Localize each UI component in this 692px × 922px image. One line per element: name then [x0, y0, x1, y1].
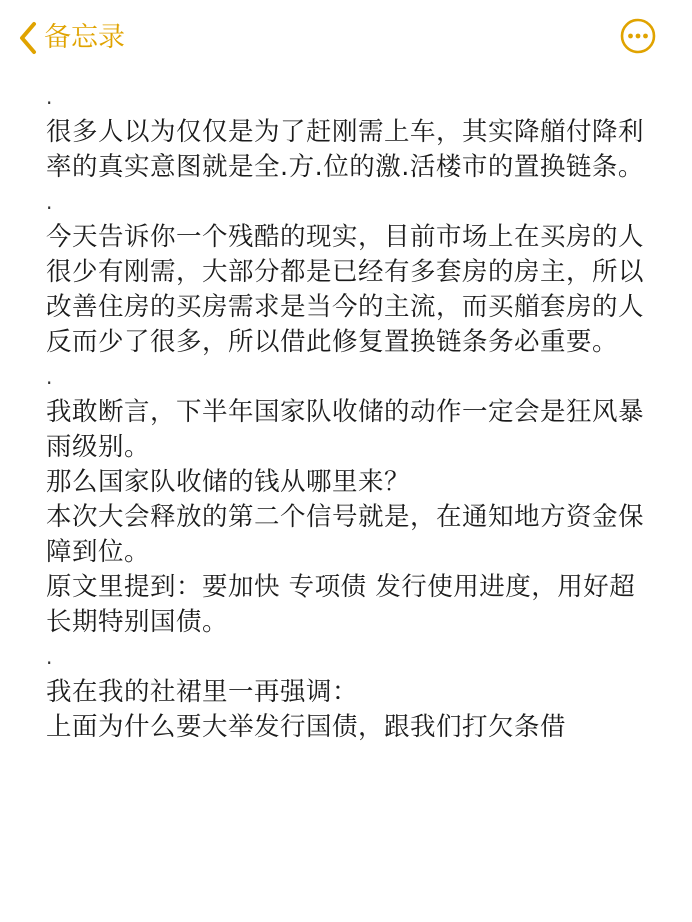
note-paragraph: 上面为什么要大举发行国债，跟我们打欠条借 [46, 712, 567, 742]
note-paragraph: 那么国家队收储的钱从哪里来？ [46, 467, 411, 497]
more-options-button[interactable] [620, 18, 656, 54]
note-paragraph: 今天告诉你一个残酷的现实，目前市场上在买房的人很少有刚需，大部分都是已经有多套房的房主，所以改善住房的买房需求是当今的主流，而买艏套房的人反而少了很多，所以借此修复置换链条务必重要。 [46, 222, 645, 357]
note-paragraph: 我敢断言，下半年国家队收储的动作一定会是狂风暴雨级别。 [46, 397, 645, 462]
separator-dot: . [46, 190, 53, 214]
separator-dot: . [46, 365, 53, 389]
separator-dot: . [46, 85, 53, 109]
chevron-left-icon [18, 21, 38, 55]
note-paragraph: 我在我的社裙里一再强调： [46, 677, 359, 707]
note-body[interactable] [46, 80, 646, 745]
navigation-bar [0, 0, 692, 78]
separator-dot: . [46, 645, 53, 669]
note-paragraph: 原文里提到：要加快 专项债 发行使用进度，用好超长期特别国债。 [46, 572, 636, 637]
ellipsis-circle-icon [620, 39, 656, 58]
back-button[interactable] [18, 18, 125, 58]
back-label: 备忘录 [44, 22, 125, 53]
note-paragraph: 本次大会释放的第二个信号就是，在通知地方资金保障到位。 [46, 502, 645, 567]
note-paragraph: 很多人以为仅仅是为了赶刚需上车，其实降艏付降利率的真实意图就是全.方.位的激.活楼市的置换链条。 [46, 117, 645, 182]
